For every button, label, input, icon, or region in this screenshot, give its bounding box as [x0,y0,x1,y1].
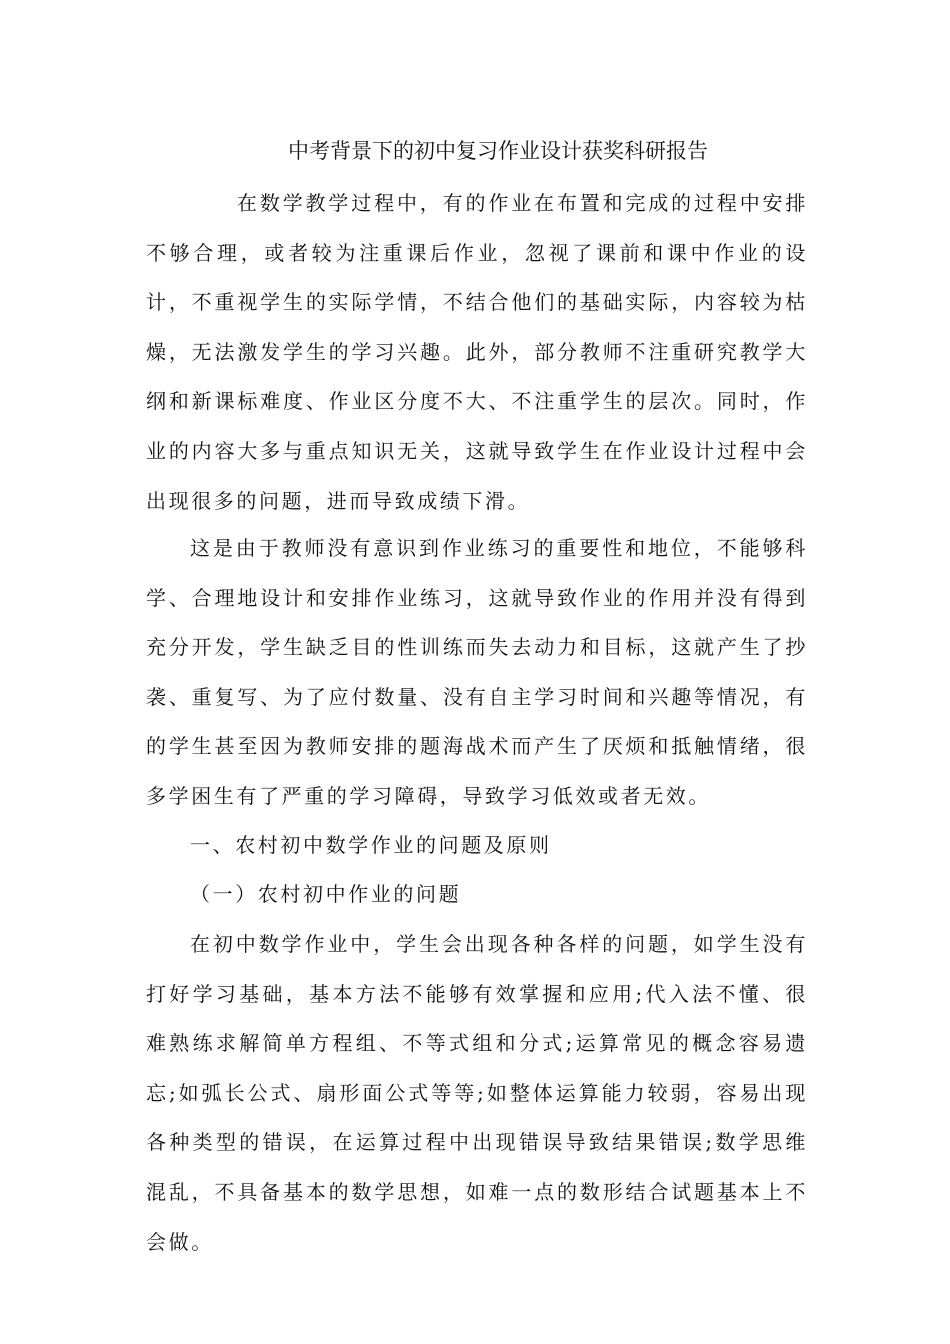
paragraph-intro: 在数学教学过程中，有的作业在布置和完成的过程中安排不够合理，或者较为注重课后作业，忽视了课前和课中作业的设计，不重视学生的实际学情，不结合他们的基础实际，内容较为枯燥，无法激发学生的学习兴趣。此外，部分教师不注重研究教学大纲和新课标难度、作业区分度不大、不注重学生的层次。同时，作业的内容大多与重点知识无关，这就导致学生在作业设计过程中会出现很多的问题，进而导致成绩下滑。 [146,191,808,513]
document-title: 中考背景下的初中复习作业设计获奖科研报告 [288,139,708,163]
subsection-heading: （一）农村初中作业的问题 [190,882,462,906]
paragraph-cause: 这是由于教师没有意识到作业练习的重要性和地位，不能够科学、合理地设计和安排作业练习，这就导致作业的作用并没有得到充分开发，学生缺乏目的性训练而失去动力和目标，这就产生了抄袭、重复写、为了应付数量、没有自主学习时间和兴趣等情况，有的学生甚至因为教师安排的题海战术而产生了厌烦和抵触情绪，很多学困生有了严重的学习障碍，导致学习低效或者无效。 [146,536,808,808]
section-heading: 一、农村初中数学作业的问题及原则 [190,833,552,857]
paragraph-problems: 在初中数学作业中，学生会出现各种各样的问题，如学生没有打好学习基础，基本方法不能够有效掌握和应用;代入法不懂、很难熟练求解简单方程组、不等式组和分式;运算常见的概念容易遗忘;如弧长公式、扇形面公式等等;如整体运算能力较弱，容易出现各种类型的错误，在运算过程中出现错误导致结果错误;数学思维混乱，不具备基本的数学思想，如难一点的数形结合试题基本上不会做。 [146,932,808,1254]
